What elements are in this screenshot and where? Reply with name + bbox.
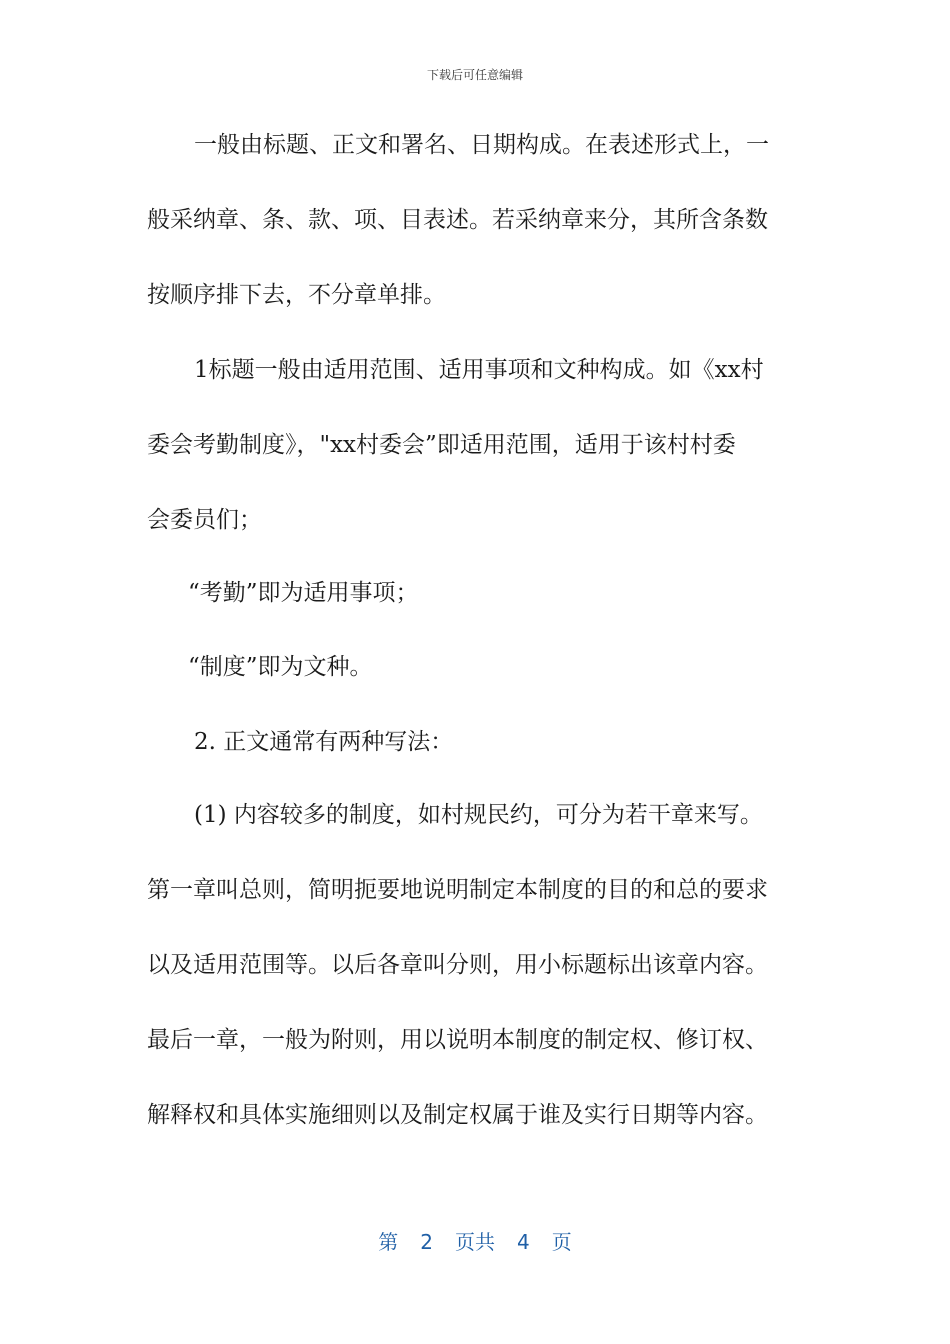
- page-header: 下载后可任意编辑: [426, 68, 523, 82]
- footer-middle: 页共: [455, 1230, 495, 1254]
- current-page-number: 2: [420, 1230, 433, 1254]
- total-pages-number: 4: [517, 1230, 530, 1254]
- footer-suffix: 页: [551, 1230, 572, 1254]
- page-footer: [0, 1226, 950, 1255]
- footer-prefix: 第: [378, 1230, 399, 1254]
